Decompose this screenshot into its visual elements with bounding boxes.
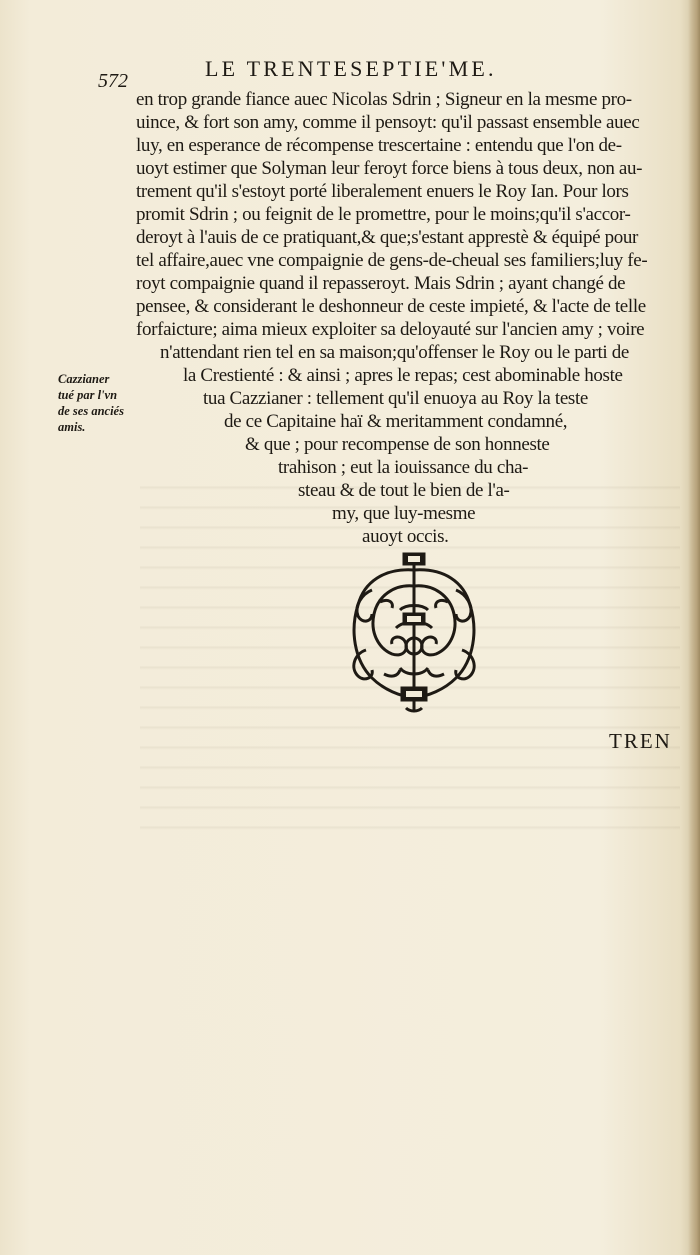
text-line: my, que luy-mesme: [332, 503, 476, 524]
margin-note-line: amis.: [58, 420, 86, 434]
page-edge-shadow: [688, 0, 700, 1255]
text-line: en trop grande fiance auec Nicolas Sdrin ; Signeur en la mesme pro-: [136, 89, 632, 110]
text-line: trahison ; eut la iouissance du cha-: [278, 457, 529, 478]
text-line: steau & de tout le bien de l'a-: [298, 480, 510, 501]
text-line: uince, & fort son amy, comme il pensoyt: qu'il passast ensemble auec: [136, 112, 640, 133]
text-line: de ce Capitaine haï & meritamment condamné,: [224, 411, 568, 432]
page-number: 572: [98, 70, 128, 92]
text-line: deroyt à l'auis de ce pratiquant,& que;s'estant apprestè & équipé pour: [136, 227, 639, 248]
text-line: auoyt occis.: [362, 526, 449, 547]
margin-note-line: de ses anciés: [58, 404, 124, 418]
text-line: uoyt estimer que Solyman leur feroyt force biens à tous deux, non au-: [136, 158, 643, 179]
margin-note-line: Cazzianer: [58, 372, 110, 386]
text-line: trement qu'il s'estoyt porté liberalement enuers le Roy Ian. Pour lors: [136, 181, 629, 202]
margin-note: [58, 371, 148, 435]
running-head: LE TRENTESEPTIE'ME.: [205, 56, 497, 81]
catchword: TREN: [609, 729, 672, 753]
text-line: n'attendant rien tel en sa maison;qu'offenser le Roy ou le parti de: [160, 342, 629, 363]
text-line: forfaicture; aima mieux exploiter sa deloyauté sur l'ancien amy ; voire: [136, 319, 645, 340]
text-line: luy, en esperance de récompense trescertaine : entendu que l'on de-: [136, 135, 622, 156]
margin-note-line: tué par l'vn: [58, 388, 118, 402]
printer-ornament-icon: [344, 550, 484, 714]
text-line: la Crestienté : & ainsi ; apres le repas; cest abominable hoste: [183, 365, 623, 386]
text-line: promit Sdrin ; ou feignit de le promettre, pour le moins;qu'il s'accor-: [136, 204, 631, 225]
text-line: & que ; pour recompense de son honneste: [245, 434, 550, 455]
text-line: tel affaire,auec vne compaignie de gens-de-cheual ses familiers;luy fe-: [136, 250, 648, 271]
text-line: pensee, & considerant le deshonneur de ceste impieté, & l'acte de telle: [136, 296, 646, 317]
text-line: tua Cazzianer : tellement qu'il enuoya au Roy la teste: [203, 388, 588, 409]
text-line: royt compaignie quand il repasseroyt. Mais Sdrin ; ayant changé de: [136, 273, 626, 294]
